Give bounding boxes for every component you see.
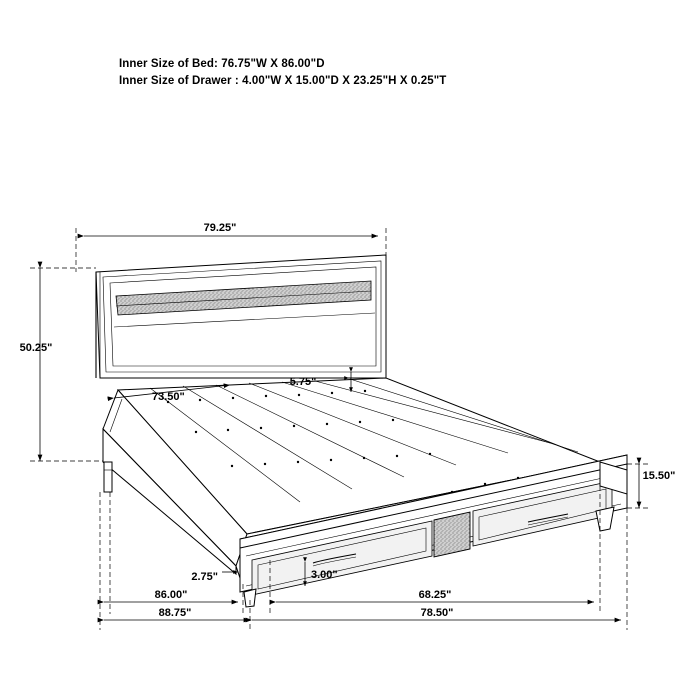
dim-footboard-height — [627, 464, 675, 508]
dim-label-50-25: 50.25" — [19, 342, 53, 354]
dim-label-88-75: 88.75" — [158, 607, 192, 619]
dim-rail-thickness — [191, 571, 238, 583]
headboard — [96, 255, 386, 378]
dim-label-5-75: 5.75" — [289, 376, 317, 388]
dim-label-3-00: 3.00" — [311, 569, 338, 581]
dim-label-73-50: 73.50" — [152, 391, 185, 403]
dim-label-2-75: 2.75" — [191, 571, 218, 583]
dim-label-86-00: 86.00" — [154, 589, 188, 601]
dim-label-68-25: 68.25" — [418, 589, 452, 601]
dim-label-78-50: 78.50" — [420, 607, 454, 619]
dim-label-79-25: 79.25" — [203, 222, 237, 234]
spec-note-bed: Inner Size of Bed: 76.75"W X 86.00"D — [119, 58, 325, 70]
dim-label-15-50: 15.50" — [642, 470, 676, 482]
spec-note-drawer: Inner Size of Drawer : 4.00"W X 15.00"D X 23.25"H X 0.25"T — [119, 75, 447, 87]
dim-overall-height — [20, 268, 103, 461]
